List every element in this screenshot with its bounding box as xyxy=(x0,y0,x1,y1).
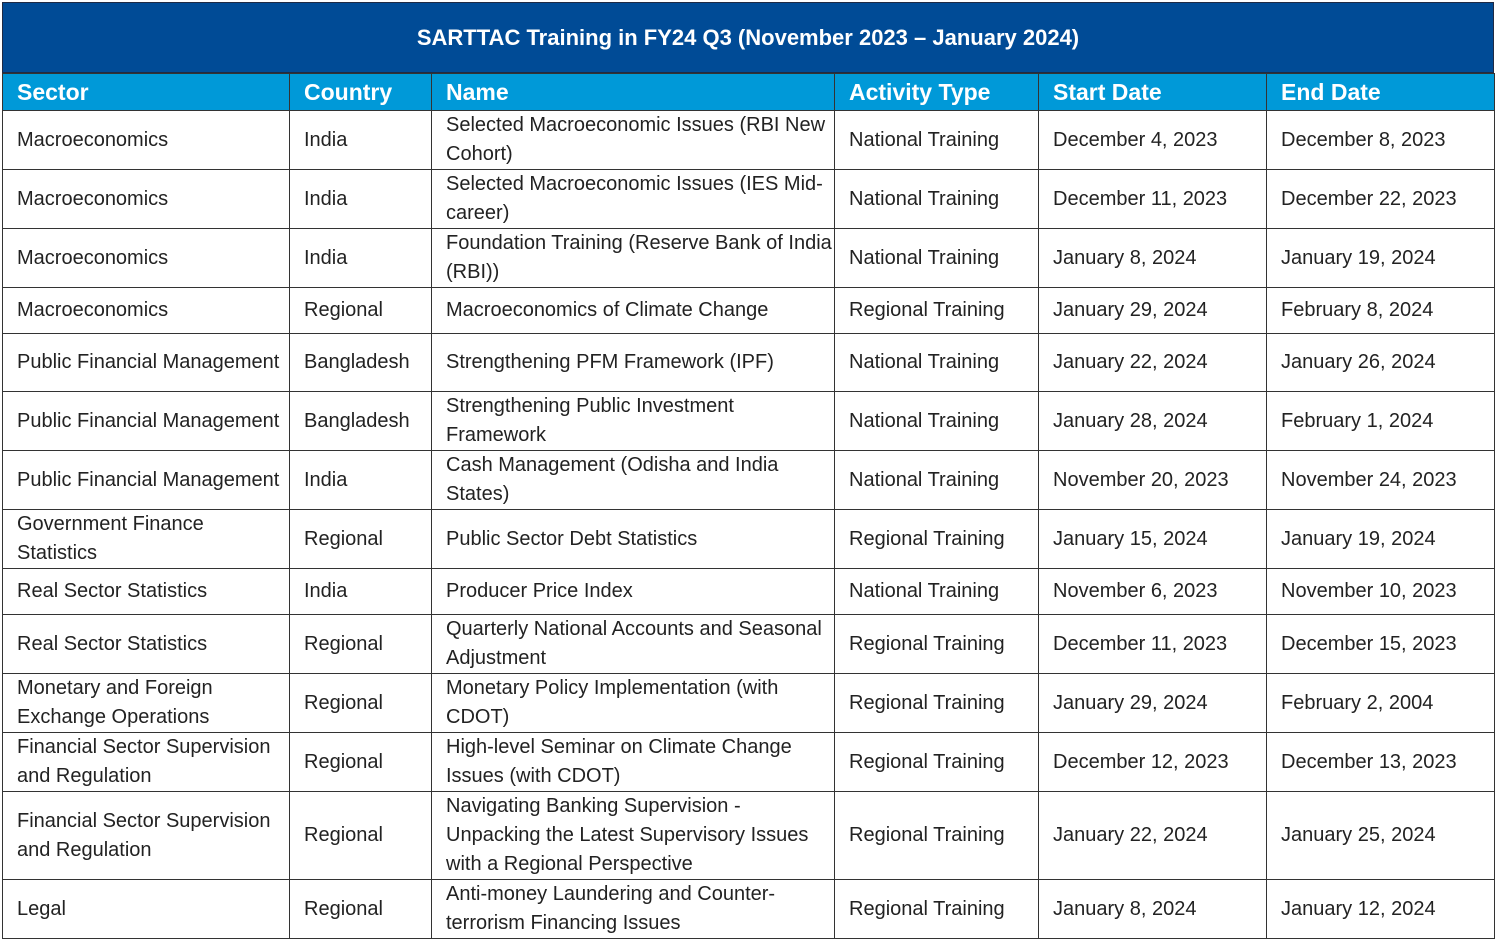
cell-sector: Macroeconomics xyxy=(3,288,290,334)
header-row xyxy=(3,74,1495,111)
cell-country: India xyxy=(290,451,432,510)
cell-start-date: November 6, 2023 xyxy=(1039,569,1267,615)
table-row xyxy=(3,451,1495,510)
column-header-end-date: End Date xyxy=(1267,74,1495,111)
cell-start-date: January 29, 2024 xyxy=(1039,288,1267,334)
column-header-start-date: Start Date xyxy=(1039,74,1267,111)
cell-end-date: November 10, 2023 xyxy=(1267,569,1495,615)
column-header-name: Name xyxy=(432,74,835,111)
cell-start-date: January 22, 2024 xyxy=(1039,334,1267,392)
cell-activity-type: Regional Training xyxy=(835,733,1039,792)
cell-name: Strengthening PFM Framework (IPF) xyxy=(432,334,835,392)
cell-name: Selected Macroeconomic Issues (RBI New Cohort) xyxy=(432,111,835,170)
table-row xyxy=(3,334,1495,392)
cell-start-date: January 22, 2024 xyxy=(1039,792,1267,880)
cell-sector: Financial Sector Supervision and Regulation xyxy=(3,733,290,792)
table-row xyxy=(3,733,1495,792)
cell-sector: Macroeconomics xyxy=(3,229,290,288)
cell-activity-type: Regional Training xyxy=(835,288,1039,334)
cell-start-date: January 28, 2024 xyxy=(1039,392,1267,451)
cell-country: Regional xyxy=(290,510,432,569)
cell-country: Bangladesh xyxy=(290,334,432,392)
cell-start-date: November 20, 2023 xyxy=(1039,451,1267,510)
cell-activity-type: National Training xyxy=(835,334,1039,392)
column-header-sector: Sector xyxy=(3,74,290,111)
cell-end-date: February 2, 2004 xyxy=(1267,674,1495,733)
cell-name: High-level Seminar on Climate Change Issues (with CDOT) xyxy=(432,733,835,792)
cell-name: Monetary Policy Implementation (with CDOT) xyxy=(432,674,835,733)
cell-start-date: January 8, 2024 xyxy=(1039,880,1267,939)
cell-sector: Macroeconomics xyxy=(3,111,290,170)
cell-sector: Real Sector Statistics xyxy=(3,569,290,615)
cell-end-date: December 22, 2023 xyxy=(1267,170,1495,229)
cell-activity-type: Regional Training xyxy=(835,615,1039,674)
cell-start-date: December 4, 2023 xyxy=(1039,111,1267,170)
cell-end-date: February 1, 2024 xyxy=(1267,392,1495,451)
table-row xyxy=(3,674,1495,733)
cell-name: Macroeconomics of Climate Change xyxy=(432,288,835,334)
cell-end-date: January 25, 2024 xyxy=(1267,792,1495,880)
cell-start-date: January 29, 2024 xyxy=(1039,674,1267,733)
cell-country: Regional xyxy=(290,674,432,733)
cell-country: Regional xyxy=(290,733,432,792)
cell-activity-type: National Training xyxy=(835,229,1039,288)
cell-activity-type: National Training xyxy=(835,569,1039,615)
cell-activity-type: Regional Training xyxy=(835,510,1039,569)
cell-country: Regional xyxy=(290,880,432,939)
cell-end-date: January 12, 2024 xyxy=(1267,880,1495,939)
cell-country: Bangladesh xyxy=(290,392,432,451)
cell-end-date: November 24, 2023 xyxy=(1267,451,1495,510)
cell-sector: Public Financial Management xyxy=(3,392,290,451)
cell-activity-type: Regional Training xyxy=(835,880,1039,939)
cell-country: India xyxy=(290,229,432,288)
cell-sector: Financial Sector Supervision and Regulation xyxy=(3,792,290,880)
cell-sector: Monetary and Foreign Exchange Operations xyxy=(3,674,290,733)
cell-sector: Public Financial Management xyxy=(3,334,290,392)
cell-name: Producer Price Index xyxy=(432,569,835,615)
cell-sector: Real Sector Statistics xyxy=(3,615,290,674)
cell-activity-type: National Training xyxy=(835,170,1039,229)
table-row xyxy=(3,111,1495,170)
cell-activity-type: Regional Training xyxy=(835,674,1039,733)
cell-end-date: January 19, 2024 xyxy=(1267,229,1495,288)
cell-start-date: December 11, 2023 xyxy=(1039,615,1267,674)
cell-sector: Legal xyxy=(3,880,290,939)
cell-end-date: December 8, 2023 xyxy=(1267,111,1495,170)
cell-activity-type: National Training xyxy=(835,451,1039,510)
table-row xyxy=(3,229,1495,288)
cell-country: Regional xyxy=(290,615,432,674)
cell-activity-type: National Training xyxy=(835,392,1039,451)
table-row xyxy=(3,510,1495,569)
cell-start-date: December 12, 2023 xyxy=(1039,733,1267,792)
cell-country: Regional xyxy=(290,792,432,880)
cell-end-date: December 13, 2023 xyxy=(1267,733,1495,792)
cell-country: India xyxy=(290,569,432,615)
cell-activity-type: Regional Training xyxy=(835,792,1039,880)
table-row xyxy=(3,615,1495,674)
table-row xyxy=(3,880,1495,939)
cell-name: Strengthening Public Investment Framework xyxy=(432,392,835,451)
cell-name: Quarterly National Accounts and Seasonal Adjustment xyxy=(432,615,835,674)
cell-end-date: January 19, 2024 xyxy=(1267,510,1495,569)
table-title: SARTTAC Training in FY24 Q3 (November 2023 – January 2024) xyxy=(2,2,1494,73)
cell-country: India xyxy=(290,170,432,229)
cell-sector: Macroeconomics xyxy=(3,170,290,229)
cell-activity-type: National Training xyxy=(835,111,1039,170)
table-row xyxy=(3,569,1495,615)
cell-sector: Public Financial Management xyxy=(3,451,290,510)
column-header-activity-type: Activity Type xyxy=(835,74,1039,111)
training-table-container xyxy=(2,2,1494,939)
cell-end-date: February 8, 2024 xyxy=(1267,288,1495,334)
cell-name: Navigating Banking Supervision - Unpacking the Latest Supervisory Issues with a Regional Perspective xyxy=(432,792,835,880)
cell-start-date: January 15, 2024 xyxy=(1039,510,1267,569)
cell-country: Regional xyxy=(290,288,432,334)
cell-name: Anti-money Laundering and Counter-terrorism Financing Issues xyxy=(432,880,835,939)
cell-name: Foundation Training (Reserve Bank of India (RBI)) xyxy=(432,229,835,288)
cell-name: Public Sector Debt Statistics xyxy=(432,510,835,569)
table-row xyxy=(3,288,1495,334)
table-row xyxy=(3,170,1495,229)
cell-start-date: December 11, 2023 xyxy=(1039,170,1267,229)
cell-name: Cash Management (Odisha and India States) xyxy=(432,451,835,510)
table-body xyxy=(3,111,1495,939)
training-table xyxy=(2,73,1495,939)
cell-end-date: December 15, 2023 xyxy=(1267,615,1495,674)
cell-name: Selected Macroeconomic Issues (IES Mid-career) xyxy=(432,170,835,229)
column-header-country: Country xyxy=(290,74,432,111)
table-row xyxy=(3,392,1495,451)
cell-country: India xyxy=(290,111,432,170)
table-row xyxy=(3,792,1495,880)
cell-end-date: January 26, 2024 xyxy=(1267,334,1495,392)
cell-sector: Government Finance Statistics xyxy=(3,510,290,569)
cell-start-date: January 8, 2024 xyxy=(1039,229,1267,288)
